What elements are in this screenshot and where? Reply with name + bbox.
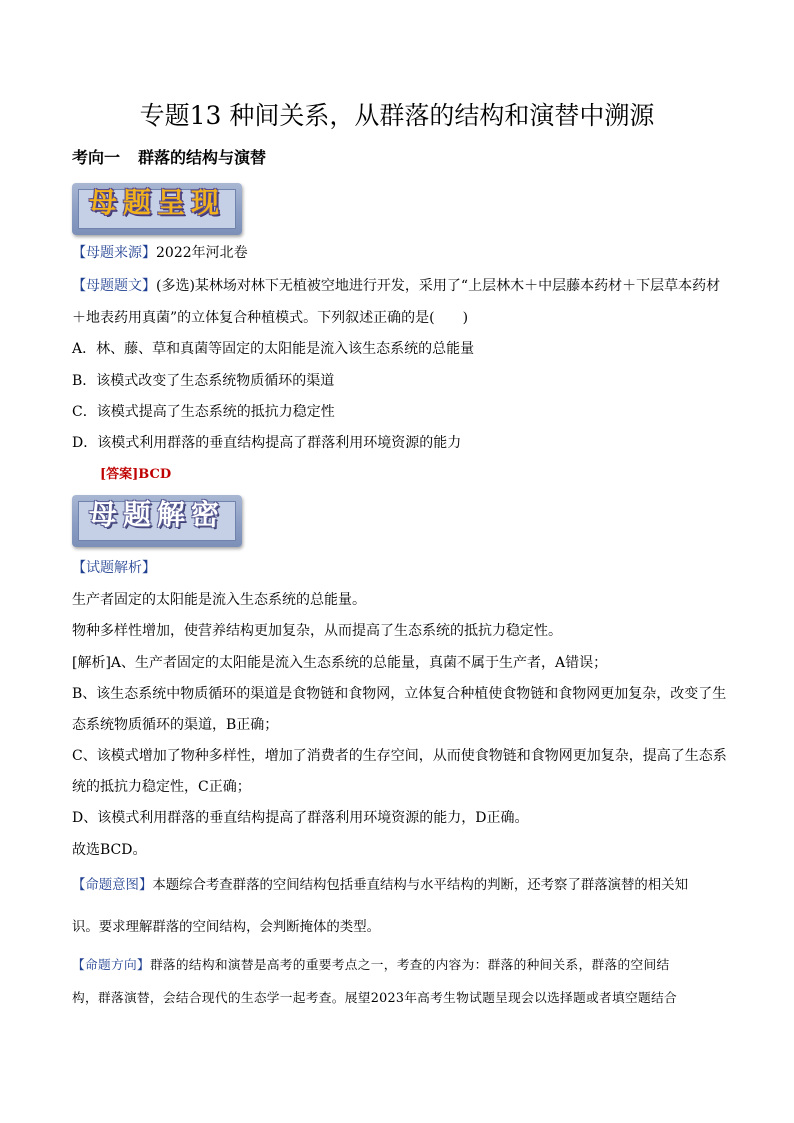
question-text-1: (多选)某林场对林下无植被空地进行开发，采用了“上层林木＋中层藤本药材＋下层草本药材 bbox=[156, 278, 721, 294]
direction-line-1 bbox=[72, 955, 732, 975]
direction-label: 【命题方向】 bbox=[72, 957, 150, 972]
source-text: 2022年河北卷 bbox=[156, 245, 248, 261]
analysis-line: 故选BCD。 bbox=[72, 842, 147, 858]
analysis-line: [解析]A、生产者固定的太阳能是流入生态系统的总能量，真菌不属于生产者，A错误； bbox=[72, 655, 608, 671]
intent-line-2: 识。要求理解群落的空间结构，会判断掩体的类型。 bbox=[72, 920, 380, 935]
analysis-line: 态系统物质循环的渠道，B正确； bbox=[72, 717, 279, 733]
answer: [答案]BCD bbox=[100, 467, 172, 482]
direction-line-2: 构，群落演替，会结合现代的生态学一起考查。展望2023年高考生物试题呈现会以选择题或者填空题结合 bbox=[72, 990, 677, 1005]
source-line bbox=[72, 243, 732, 263]
analysis-line: D、该模式利用群落的垂直结构提高了群落利用环境资源的能力，D正确。 bbox=[72, 810, 529, 826]
banner-explain bbox=[72, 495, 242, 547]
banner-explain-text: 母题解密 bbox=[88, 498, 225, 531]
analysis-line: 统的抵抗力稳定性，C正确； bbox=[72, 779, 251, 795]
section-text: 群落的结构与演替 bbox=[138, 148, 267, 167]
analysis-line: B、该生态系统中物质循环的渠道是食物链和食物网，立体复合种植使食物链和食物网更加复杂，改变了生 bbox=[72, 686, 727, 702]
question-line-1 bbox=[72, 276, 732, 296]
option-b: B．该模式改变了生态系统物质循环的渠道 bbox=[72, 373, 335, 389]
section-label: 考向一 bbox=[72, 148, 121, 167]
question-label: 【母题题文】 bbox=[72, 278, 156, 294]
analysis-line: 物种多样性增加，使营养结构更加复杂，从而提高了生态系统的抵抗力稳定性。 bbox=[72, 623, 562, 639]
section-heading bbox=[72, 146, 266, 170]
option-a: A．林、藤、草和真菌等固定的太阳能是流入该生态系统的总能量 bbox=[72, 341, 475, 357]
analysis-label-text: 【试题解析】 bbox=[72, 560, 156, 576]
analysis-line: C、该模式增加了物种多样性，增加了消费者的生存空间，从而使食物链和食物网更加复杂，提高了生态系 bbox=[72, 748, 727, 764]
direction-text-1: 群落的结构和演替是高考的重要考点之一，考查的内容为：群落的种间关系，群落的空间结 bbox=[149, 957, 670, 972]
banner-present-text: 母题呈现 bbox=[88, 186, 225, 219]
option-c: C．该模式提高了生态系统的抵抗力稳定性 bbox=[72, 404, 335, 420]
option-d: D．该模式利用群落的垂直结构提高了群落利用环境资源的能力 bbox=[72, 435, 462, 451]
analysis-label bbox=[72, 558, 732, 578]
page-title: 专题13 种间关系，从群落的结构和演替中溯源 bbox=[139, 101, 655, 130]
intent-text-1: 本题综合考查群落的空间结构包括垂直结构与水平结构的判断，还考察了群落演替的相关知 bbox=[152, 878, 688, 893]
source-label: 【母题来源】 bbox=[72, 245, 156, 261]
banner-present bbox=[72, 183, 242, 235]
question-line-2: ＋地表药用真菌”的立体复合种植模式。下列叙述正确的是( ) bbox=[72, 310, 469, 326]
analysis-line: 生产者固定的太阳能是流入生态系统的总能量。 bbox=[72, 592, 366, 608]
intent-label: 【命题意图】 bbox=[72, 878, 153, 893]
intent-line-1 bbox=[72, 876, 732, 896]
